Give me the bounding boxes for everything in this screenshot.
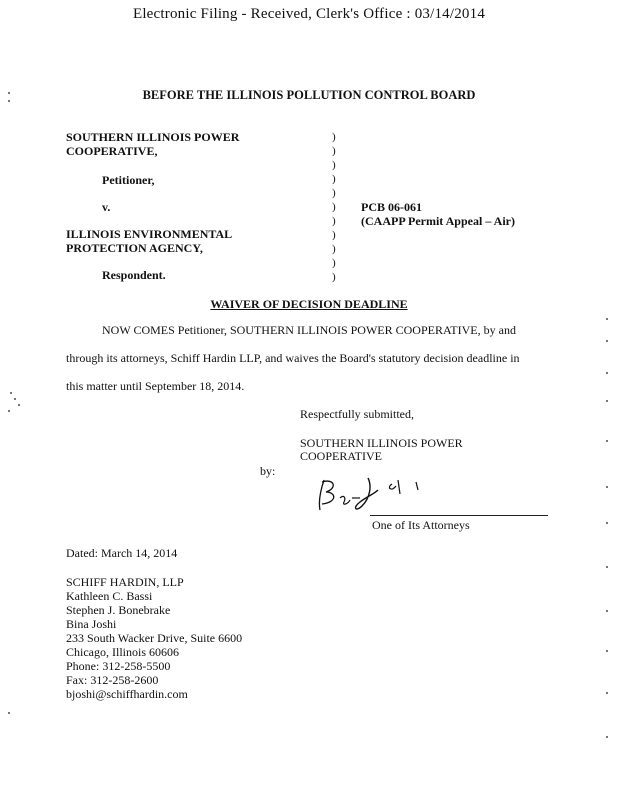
firm-fax: Fax: 312-258-2600 — [66, 673, 159, 687]
attorney-name-3: Bina Joshi — [66, 617, 117, 631]
waiver-title: WAIVER OF DECISION DEADLINE — [210, 297, 408, 311]
respondent-role: Respondent. — [102, 268, 166, 282]
filing-stamp-header: Electronic Filing - Received, Clerk's Office : 03/14/2014 — [132, 6, 486, 22]
signing-party-line-1: SOUTHERN ILLINOIS POWER — [300, 436, 463, 450]
caption-bracket-column: ) ) ) ) ) ) ) ) ) ) ) — [332, 131, 336, 283]
attorney-signature-caption: One of Its Attorneys — [372, 518, 470, 532]
case-number: PCB 06-061 — [361, 200, 422, 214]
by-label: by: — [260, 464, 276, 478]
firm-address-line-1: 233 South Wacker Drive, Suite 6600 — [66, 631, 243, 645]
firm-phone: Phone: 312-258-5500 — [66, 659, 171, 673]
waiver-body-line-3: this matter until September 18, 2014. — [66, 379, 245, 393]
firm-name: SCHIFF HARDIN, LLP — [66, 575, 184, 589]
waiver-body-line-1: NOW COMES Petitioner, SOUTHERN ILLINOIS POWER COOPERATIVE, by and — [102, 323, 516, 337]
petitioner-name-line-2: COOPERATIVE, — [66, 144, 158, 158]
firm-address-line-2: Chicago, Illinois 60606 — [66, 645, 179, 659]
versus-label: v. — [102, 200, 111, 214]
petitioner-name-line-1: SOUTHERN ILLINOIS POWER — [66, 130, 240, 144]
closing-line: Respectfully submitted, — [300, 407, 414, 421]
respondent-name-line-2: PROTECTION AGENCY, — [66, 241, 203, 255]
signature-rule — [370, 515, 548, 516]
court-title: BEFORE THE ILLINOIS POLLUTION CONTROL BOARD — [142, 88, 476, 102]
attorney-name-2: Stephen J. Bonebrake — [66, 603, 171, 617]
dated-line: Dated: March 14, 2014 — [66, 546, 178, 560]
waiver-body-line-2: through its attorneys, Schiff Hardin LLP, and waives the Board's statutory decision deadline in — [66, 351, 520, 365]
petitioner-role: Petitioner, — [102, 173, 155, 187]
attorney-name-1: Kathleen C. Bassi — [66, 589, 153, 603]
case-type: (CAAPP Permit Appeal – Air) — [361, 214, 515, 228]
respondent-name-line-1: ILLINOIS ENVIRONMENTAL — [66, 227, 233, 241]
signing-party-line-2: COOPERATIVE — [300, 449, 383, 463]
firm-email: bjoshi@schiffhardin.com — [66, 687, 188, 701]
